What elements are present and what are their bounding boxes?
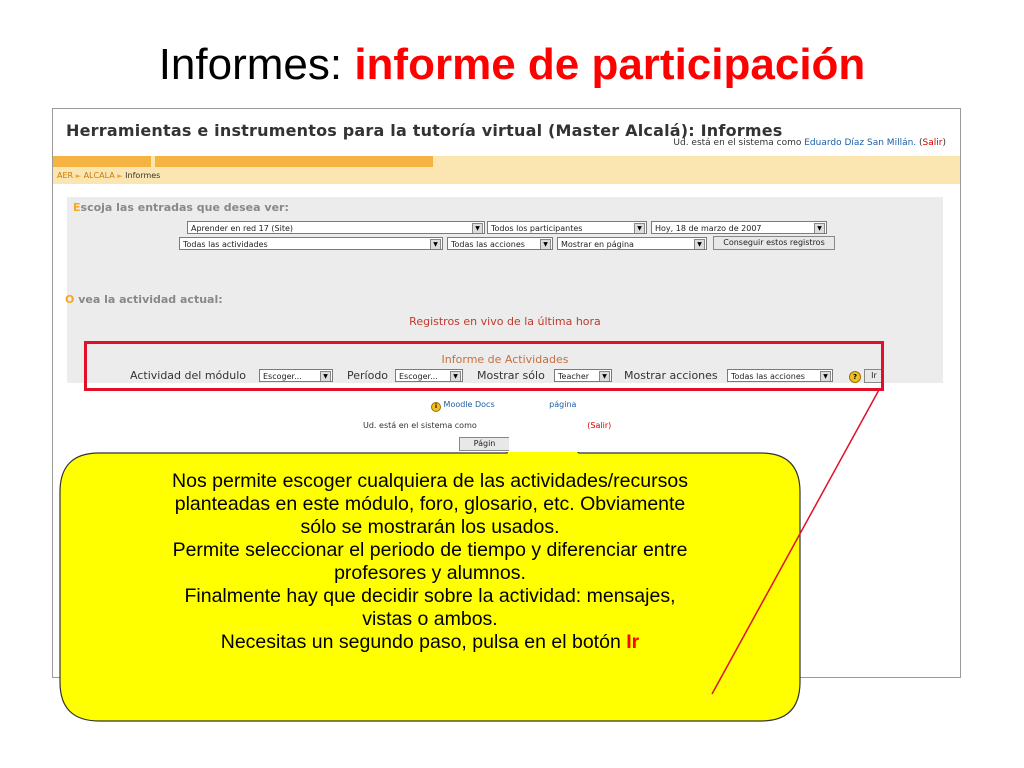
activity-report-label: Informe de Actividades: [441, 353, 569, 366]
callout-line: vistas o ambos.: [362, 608, 498, 630]
show-only-value: Teacher: [558, 372, 590, 381]
activities-select-value: Todas las actividades: [183, 240, 268, 249]
callout-line: Nos permite escoger cualquiera de las actividades/recursos: [172, 470, 688, 492]
date-select-value: Hoy, 18 de marzo de 2007: [655, 224, 762, 233]
dropdown-arrow-icon: ▼: [450, 371, 461, 382]
docs-page-tail: página: [549, 400, 577, 409]
logout-link[interactable]: Salir: [922, 138, 943, 148]
show-only-label: Mostrar sólo: [477, 369, 545, 382]
info-icon: i: [431, 402, 441, 412]
breadcrumb-separator-icon: ►: [117, 172, 123, 180]
footer-page-button[interactable]: Págin: [459, 437, 509, 451]
period-label: Período: [347, 369, 389, 382]
logout-close: ): [942, 138, 946, 148]
breadcrumb-alcala[interactable]: ALCALA: [83, 171, 115, 180]
breadcrumb-current: Informes: [125, 171, 161, 180]
login-prefix: Ud. está en el sistema como: [673, 138, 802, 148]
course-title: Herramientas e instrumentos para la tutoría virtual (Master Alcalá): Informes: [66, 121, 783, 140]
dropdown-arrow-icon: ▼: [472, 223, 483, 234]
help-icon[interactable]: ?: [849, 371, 861, 383]
dropdown-arrow-icon: ▼: [430, 239, 441, 250]
period-value: Escoger...: [399, 372, 438, 381]
slide-title-prefix: Informes:: [158, 40, 343, 89]
actions-select-value: Todas las acciones: [451, 240, 525, 249]
show-actions-value: Todas las acciones: [731, 372, 805, 381]
footer-login-prefix: Ud. está en el sistema como: [363, 421, 477, 430]
callout-line-text: Necesitas un segundo paso, pulsa en el botón: [220, 631, 621, 653]
dropdown-arrow-icon: ▼: [634, 223, 645, 234]
heading-text: vea la actividad actual:: [74, 293, 223, 306]
dropdown-arrow-icon: ▼: [820, 371, 831, 382]
module-activity-value: Escoger...: [263, 372, 302, 381]
participants-select-value: Todos los participantes: [491, 224, 583, 233]
get-logs-button[interactable]: Conseguir estos registros: [713, 236, 835, 250]
callout-ir-highlight: Ir: [626, 631, 640, 653]
moodle-docs-link[interactable]: Moodle Docs: [443, 400, 495, 409]
callout-line: sólo se mostrarán los usados.: [300, 516, 560, 538]
breadcrumb-separator-icon: ►: [75, 172, 82, 180]
breadcrumb-aer[interactable]: AER: [57, 171, 74, 180]
user-link[interactable]: Eduardo Díaz San Millán.: [804, 138, 917, 148]
dropdown-arrow-icon: ▼: [694, 239, 705, 250]
heading-initial: E: [73, 201, 81, 214]
callout-line: Finalmente hay que decidir sobre la actividad: mensajes,: [184, 585, 676, 607]
heading-text: scoja las entradas que desea ver:: [80, 201, 289, 214]
course-select-value: Aprender en red 17 (Site): [191, 224, 294, 233]
dropdown-arrow-icon: ▼: [814, 223, 825, 234]
display-select-value: Mostrar en página: [561, 240, 634, 249]
footer-logout-link[interactable]: (Salir): [587, 421, 612, 430]
callout-line: profesores y alumnos.: [334, 562, 526, 584]
show-actions-label: Mostrar acciones: [624, 369, 718, 382]
slide-title-highlight: informe de participación: [354, 40, 866, 89]
dropdown-arrow-icon: ▼: [540, 239, 551, 250]
callout-line: Permite seleccionar el periodo de tiempo y diferenciar entre: [172, 539, 688, 561]
dropdown-arrow-icon: ▼: [320, 371, 331, 382]
logout-open: (: [919, 138, 923, 148]
heading-initial: O: [65, 293, 75, 306]
module-activity-label: Actividad del módulo: [130, 369, 247, 382]
live-logs-label: Registros en vivo de la última hora: [409, 315, 601, 328]
dropdown-arrow-icon: ▼: [599, 371, 610, 382]
callout-line: planteadas en este módulo, foro, glosario, etc. Obviamente: [174, 493, 686, 515]
go-button[interactable]: Ir: [864, 369, 884, 383]
